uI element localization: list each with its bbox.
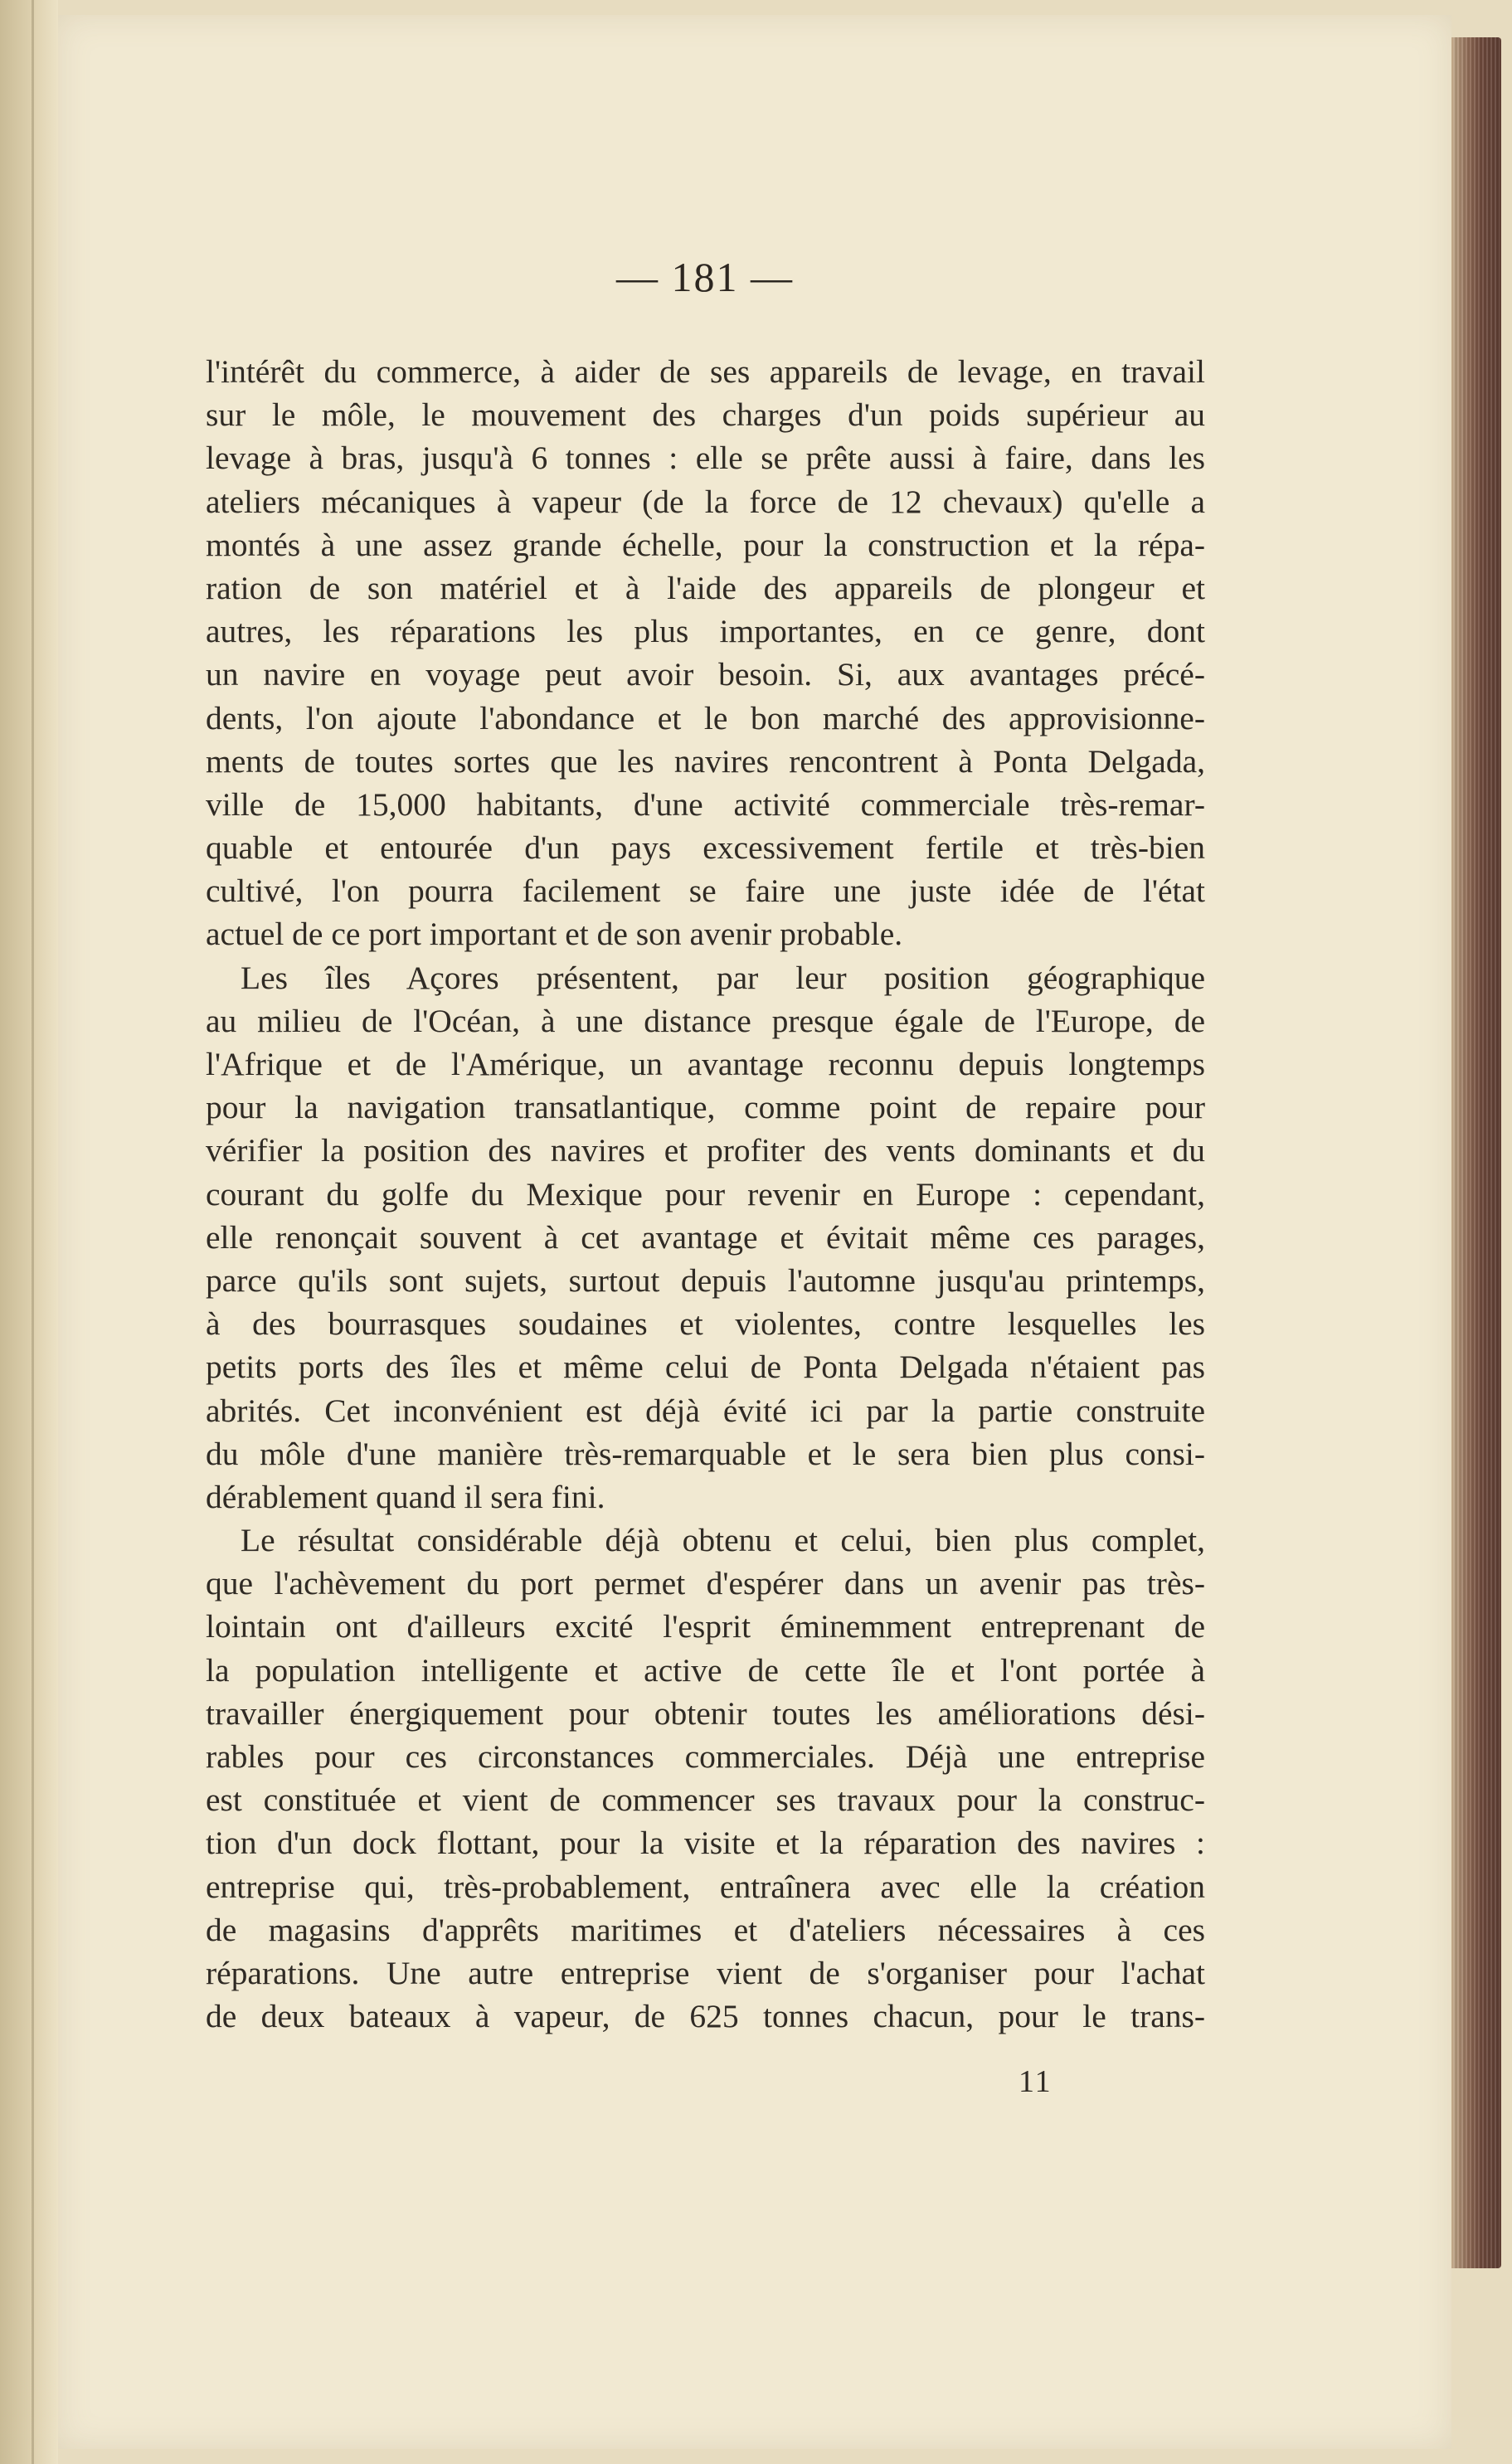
- text-line: courant du golfe du Mexique pour revenir en Europe : cependant,: [206, 1175, 1205, 1213]
- body-text: [206, 350, 1205, 2038]
- text-line: dents, l'on ajoute l'abondance et le bon marché des approvisionne-: [206, 699, 1205, 736]
- book-gutter: [0, 0, 58, 2464]
- signature-mark: 11: [1019, 2064, 1053, 2099]
- text-line: du môle d'une manière très-remarquable et le sera bien plus consi-: [206, 1435, 1205, 1472]
- text-line: l'Afrique et de l'Amérique, un avantage reconnu depuis longtemps: [206, 1046, 1205, 1082]
- text-line: autres, les réparations les plus importantes, en ce genre, dont: [206, 613, 1205, 650]
- text-line: levage à bras, jusqu'à 6 tonnes : elle se prête aussi à faire, dans les: [206, 440, 1205, 477]
- text-line: travailler énergiquement pour obtenir toutes les améliorations dési-: [206, 1694, 1205, 1732]
- text-line: ville de 15,000 habitants, d'une activité commerciale très-remar-: [206, 785, 1205, 823]
- text-line: est constituée et vient de commencer ses travaux pour la construc-: [206, 1781, 1205, 1819]
- text-line: vérifier la position des navires et profiter des vents dominants et du: [206, 1132, 1205, 1169]
- text-line: à des bourrasques soudaines et violentes, contre lesquelles les: [206, 1305, 1205, 1343]
- text-line: au milieu de l'Océan, à une distance presque égale de l'Europe, de: [206, 1002, 1205, 1039]
- text-line: petits ports des îles et même celui de Ponta Delgada n'étaient pas: [206, 1349, 1205, 1386]
- page-number-header: — 181 —: [616, 254, 794, 300]
- text-line: dérablement quand il sera fini.: [206, 1478, 605, 1515]
- text-line: de deux bateaux à vapeur, de 625 tonnes chacun, pour le trans-: [206, 1998, 1205, 2035]
- text-line: lointain ont d'ailleurs excité l'esprit éminemment entreprenant de: [206, 1608, 1205, 1645]
- text-line: cultivé, l'on pourra facilement se faire une juste idée de l'état: [206, 872, 1205, 910]
- text-line: sur le môle, le mouvement des charges d'un poids supérieur au: [206, 396, 1205, 434]
- text-line: tion d'un dock flottant, pour la visite et la réparation des navires :: [206, 1825, 1205, 1862]
- text-line: abrités. Cet inconvénient est déjà évité ici par la partie construite: [206, 1392, 1205, 1429]
- text-line: de magasins d'apprêts maritimes et d'ateliers nécessaires à ces: [206, 1911, 1205, 1948]
- text-line: Le résultat considérable déjà obtenu et celui, bien plus complet,: [241, 1522, 1205, 1559]
- text-line: elle renonçait souvent à cet avantage et évitait même ces parages,: [206, 1218, 1205, 1256]
- text-line: un navire en voyage peut avoir besoin. Si, aux avantages précé-: [206, 656, 1205, 693]
- text-line: pour la navigation transatlantique, comme point de repaire pour: [206, 1089, 1205, 1126]
- text-line: réparations. Une autre entreprise vient de s'organiser pour l'achat: [206, 1954, 1205, 1991]
- text-line: montés à une assez grande échelle, pour la construction et la répa-: [206, 526, 1205, 563]
- text-line: l'intérêt du commerce, à aider de ses appareils de levage, en travail: [206, 353, 1205, 390]
- text-line: ration de son matériel et à l'aide des appareils de plongeur et: [206, 569, 1205, 606]
- text-line: quable et entourée d'un pays excessivement fertile et très-bien: [206, 829, 1205, 867]
- text-line: que l'achèvement du port permet d'espérer dans un avenir pas très-: [206, 1565, 1205, 1602]
- page-edge-texture: [1453, 37, 1500, 2268]
- gutter-shadow: [32, 0, 34, 2464]
- text-line: ments de toutes sortes que les navires rencontrent à Ponta Delgada,: [206, 742, 1205, 780]
- text-line: actuel de ce port important et de son avenir probable.: [206, 916, 903, 953]
- text-line: entreprise qui, très-probablement, entraînera avec elle la création: [206, 1868, 1205, 1905]
- text-line: ateliers mécaniques à vapeur (de la force de 12 chevaux) qu'elle a: [206, 483, 1205, 520]
- text-line: Les îles Açores présentent, par leur position géographique: [241, 959, 1205, 996]
- text-line: rables pour ces circonstances commerciales. Déjà une entreprise: [206, 1738, 1205, 1775]
- text-line: la population intelligente et active de cette île et l'ont portée à: [206, 1651, 1205, 1689]
- text-line: parce qu'ils sont sujets, surtout depuis l'automne jusqu'au printemps,: [206, 1261, 1205, 1299]
